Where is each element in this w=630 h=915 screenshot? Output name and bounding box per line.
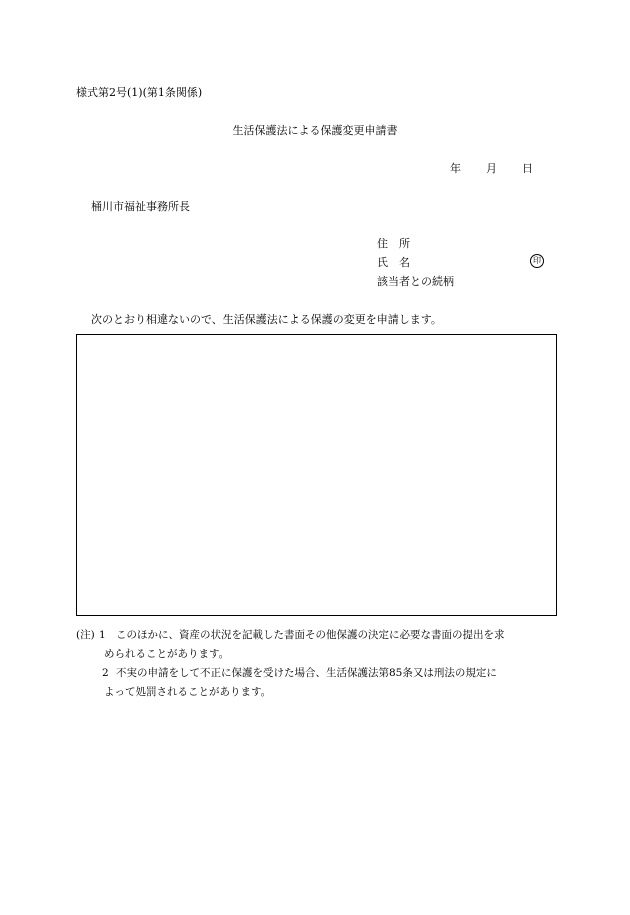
addressee: 桶川市福祉事務所長	[91, 200, 190, 213]
name-label: 氏 名	[377, 256, 410, 269]
note-text-line: められることがあります。	[104, 648, 230, 660]
document-title: 生活保護法による保護変更申請書	[232, 124, 398, 137]
note-number: 2	[102, 667, 109, 679]
note-number: 1	[99, 629, 106, 641]
relation-label: 該当者との続柄	[377, 275, 454, 288]
form-number: 様式第2号(1)(第1条関係)	[76, 86, 203, 99]
date-day-label: 日	[522, 162, 533, 175]
date-month-label: 月	[486, 162, 497, 175]
seal-icon: 印	[530, 254, 544, 268]
notes-prefix: (注)	[76, 629, 95, 641]
date-year-label: 年	[450, 162, 461, 175]
address-label: 住 所	[377, 237, 410, 250]
application-statement: 次のとおり相違ないので、生活保護法による保護の変更を申請します。	[91, 313, 442, 326]
note-text-line: よって処罰されることがあります。	[104, 686, 272, 698]
note-text-line: このほかに、資産の状況を記載した書面その他保護の決定に必要な書面の提出を求	[116, 629, 505, 641]
note-text-line: 不実の申請をして不正に保護を受けた場合、生活保護法第85条又は刑法の規定に	[116, 667, 497, 679]
content-box	[76, 334, 557, 616]
